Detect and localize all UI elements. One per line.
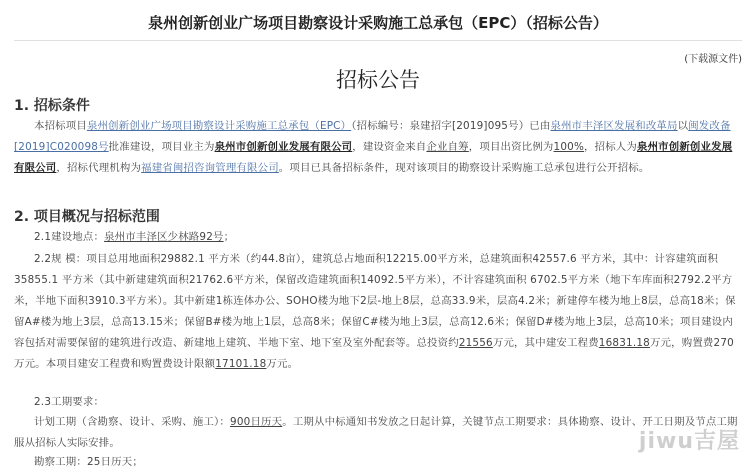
s2-2-text: 万元，其中建安工程费 <box>492 337 599 349</box>
funding-source: 企业自筹 <box>426 141 469 153</box>
s1-text: ，项目出资比例为 <box>468 141 554 153</box>
funding-ratio: 100% <box>553 141 585 153</box>
s2-3-text: 。工期从中标通知书发放之日起计算，关键节点工期要求：具体勘察、设计、开工日期及节点工期服从招标人实际安排。 <box>14 416 738 449</box>
s2-2-text: 万元。 <box>266 358 299 370</box>
design-limit: 17101.18 <box>215 358 267 370</box>
s2-1-label: 2.1建设地点： <box>34 231 105 243</box>
s1-text: 。项目已具备招标条件，现对该项目的勘察设计采购施工总承包进行公开招标。 <box>278 162 650 174</box>
s1-text: 以 <box>677 120 689 132</box>
approver: 泉州市丰泽区发展和改革局 <box>550 120 678 132</box>
section-2-1 <box>34 227 756 248</box>
page-title: 泉州创新创业广场项目勘察设计采购施工总承包（EPC）（招标公告） <box>148 14 608 32</box>
title-divider <box>14 40 742 41</box>
planned-duration: 900日历天 <box>230 416 283 428</box>
download-source-link[interactable]: (下载源文件) <box>684 54 742 65</box>
project-owner: 泉州市创新创业发展有限公司 <box>214 141 353 153</box>
s1-text: ，建设资金来自 <box>352 141 427 153</box>
s2-2-text: 2.2规 模：项目总用地面积29882.1 平方米（约44.8亩），建筑总占地面积12215.00平方米，总建筑面积42557.6 平方米，其中：计容建筑面积35855.1 平方米（其中新建建筑面积21762.6平方米，保留改造建筑面积14092.5平方米），不计容建筑面积 6702.5平方米（地下车库面积2792.2平方米，半地下面积3910.3平方米）。其中新建1栋连体办公、SOHO楼为地下2层-地上8层，总高33.9米，层高4.2米；新建停车楼为地上8层，总高18米；保留A#楼为地上3层，总高13.15米；保留B#楼为地上1层，总高8米；保留C#楼为地上3层，总高12.6米；保留D#楼为地上3层，总高10米；项目建设内容包括对需要保留的建筑进行改造、新建地上建筑、半地下室、地下室及室外配套等。总投资约 <box>14 253 736 349</box>
approval-doc: 闽发改备[2019]C020098号 <box>14 120 731 153</box>
project-name: 泉州创新创业广场项目勘察设计采购施工总承包（EPC） <box>86 120 352 132</box>
section-2-3 <box>14 412 742 454</box>
total-investment: 21556 <box>458 337 493 349</box>
construction-cost: 16831.18 <box>598 337 650 349</box>
jiwu-watermark: jiwu吉屋 <box>638 429 740 454</box>
s1-text: （招标编号：泉建招字[2019]095号）已由 <box>351 120 551 132</box>
s2-1-suffix: ； <box>223 231 235 243</box>
section-2-heading: 2. 项目概况与招标范围 <box>14 209 160 225</box>
section-2-2 <box>14 249 742 375</box>
s1-text: ，招标代理机构为 <box>56 162 142 174</box>
s1-text: ，招标人为 <box>584 141 637 153</box>
s1-text: 本招标项目 <box>34 120 87 132</box>
survey-duration: 勘察工期：25日历天； <box>34 456 143 468</box>
construction-location: 泉州市丰泽区少林路92号 <box>104 231 224 243</box>
document-title: 招标公告 <box>336 68 420 92</box>
tenderer: 泉州市创新创业发展有限公司 <box>14 141 733 174</box>
section-1-paragraph <box>14 116 742 179</box>
tender-agent: 福建省闽招咨询管理有限公司 <box>141 162 279 174</box>
section-1-heading: 1. 招标条件 <box>14 98 90 114</box>
s2-2-text: 万元，购置费270万元。本项目建安工程费和购置费设计限额 <box>14 337 734 370</box>
s2-3-text: 计划工期（含勘察、设计、采购、施工）： <box>34 416 231 428</box>
section-2-3-heading: 2.3工期要求： <box>34 396 105 408</box>
s1-text: 批准建设，项目业主为 <box>108 141 215 153</box>
